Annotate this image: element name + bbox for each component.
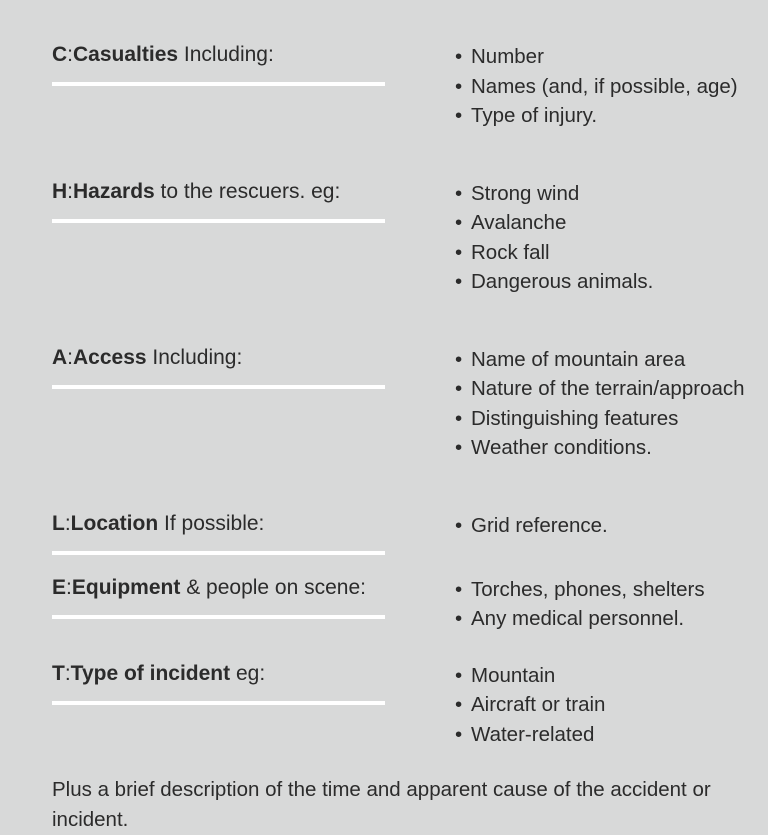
- list-item: • Any medical personnel.: [455, 604, 738, 634]
- heading-text-location: [52, 511, 385, 537]
- list-item: • Aircraft or train: [455, 690, 738, 720]
- section-keyword: Equipment: [71, 575, 181, 599]
- section-letter: C: [52, 43, 68, 66]
- section-heading-equipment: [52, 575, 385, 619]
- section-tail: to the rescuers. eg:: [154, 179, 341, 203]
- bullet-list: [455, 42, 738, 131]
- bullet-list: [455, 661, 738, 750]
- section-type-of-incident: [52, 661, 738, 750]
- section-bullets-casualties: [385, 42, 738, 131]
- list-item: • Nature of the terrain/approach: [455, 374, 745, 404]
- heading-text-casualties: [52, 42, 385, 68]
- colon-separator: :: [67, 43, 74, 66]
- list-item: • Avalanche: [455, 208, 738, 238]
- bullet-list: [455, 179, 738, 297]
- list-item: • Distinguishing features: [455, 404, 745, 434]
- section-tail: eg:: [230, 661, 266, 685]
- section-bullets-location: [385, 511, 738, 541]
- list-item: • Weather conditions.: [455, 433, 745, 463]
- section-heading-type: [52, 661, 385, 705]
- heading-underline: [52, 701, 385, 705]
- footer-note: Plus a brief description of the time and apparent cause of the accident or incident.: [52, 778, 711, 831]
- heading-text-access: [52, 345, 385, 371]
- section-keyword: Access: [73, 345, 147, 369]
- section-keyword: Hazards: [73, 179, 155, 203]
- colon-separator: :: [67, 179, 74, 203]
- colon-separator: :: [64, 661, 71, 685]
- bullet-list: [455, 511, 738, 541]
- list-item: • Rock fall: [455, 238, 738, 268]
- section-letter: L: [52, 511, 65, 535]
- section-letter: E: [52, 575, 67, 599]
- section-tail: Including:: [178, 43, 274, 66]
- section-letter: H: [52, 179, 68, 203]
- list-item: • Strong wind: [455, 179, 738, 209]
- list-item: • Name of mountain area: [455, 345, 745, 375]
- heading-text-equipment: [52, 575, 385, 601]
- section-tail: Including:: [146, 345, 243, 369]
- heading-underline: [52, 385, 385, 389]
- list-item: • Type of injury.: [455, 101, 738, 131]
- section-location: [52, 511, 738, 555]
- list-item: • Dangerous animals.: [455, 267, 738, 297]
- list-item: • Torches, phones, shelters: [455, 575, 738, 605]
- section-tail: & people on scene:: [180, 575, 366, 599]
- list-item: • Number: [455, 42, 738, 72]
- section-keyword: Location: [70, 511, 159, 535]
- section-letter: T: [52, 661, 65, 685]
- heading-underline: [52, 551, 385, 555]
- section-keyword: Casualties: [73, 43, 179, 66]
- bullet-list: [455, 345, 745, 463]
- section-bullets-access: [385, 345, 745, 463]
- heading-underline: [52, 219, 385, 223]
- section-tail: If possible:: [158, 511, 265, 535]
- section-keyword: Type of incident: [70, 661, 231, 685]
- heading-underline: [52, 82, 385, 86]
- section-casualties: [52, 42, 738, 131]
- colon-separator: :: [64, 511, 71, 535]
- colon-separator: :: [66, 575, 72, 599]
- section-heading-casualties: [52, 42, 385, 86]
- section-heading-access: [52, 345, 385, 389]
- list-item: • Mountain: [455, 661, 738, 691]
- list-item: • Grid reference.: [455, 511, 738, 541]
- section-heading-hazards: [52, 179, 385, 223]
- section-bullets-type: [385, 661, 738, 750]
- colon-separator: :: [67, 345, 74, 369]
- bullet-list: [455, 575, 738, 634]
- heading-text-hazards: [52, 179, 385, 205]
- section-access: [52, 345, 745, 463]
- section-hazards: [52, 179, 738, 297]
- heading-underline: [52, 615, 385, 619]
- list-item: • Names (and, if possible, age): [455, 72, 738, 102]
- section-equipment: [52, 575, 738, 634]
- heading-text-type: [52, 661, 385, 687]
- section-bullets-hazards: [385, 179, 738, 297]
- section-heading-location: [52, 511, 385, 555]
- list-item: • Water-related: [455, 720, 738, 750]
- section-letter: A: [52, 345, 68, 369]
- section-bullets-equipment: [385, 575, 738, 634]
